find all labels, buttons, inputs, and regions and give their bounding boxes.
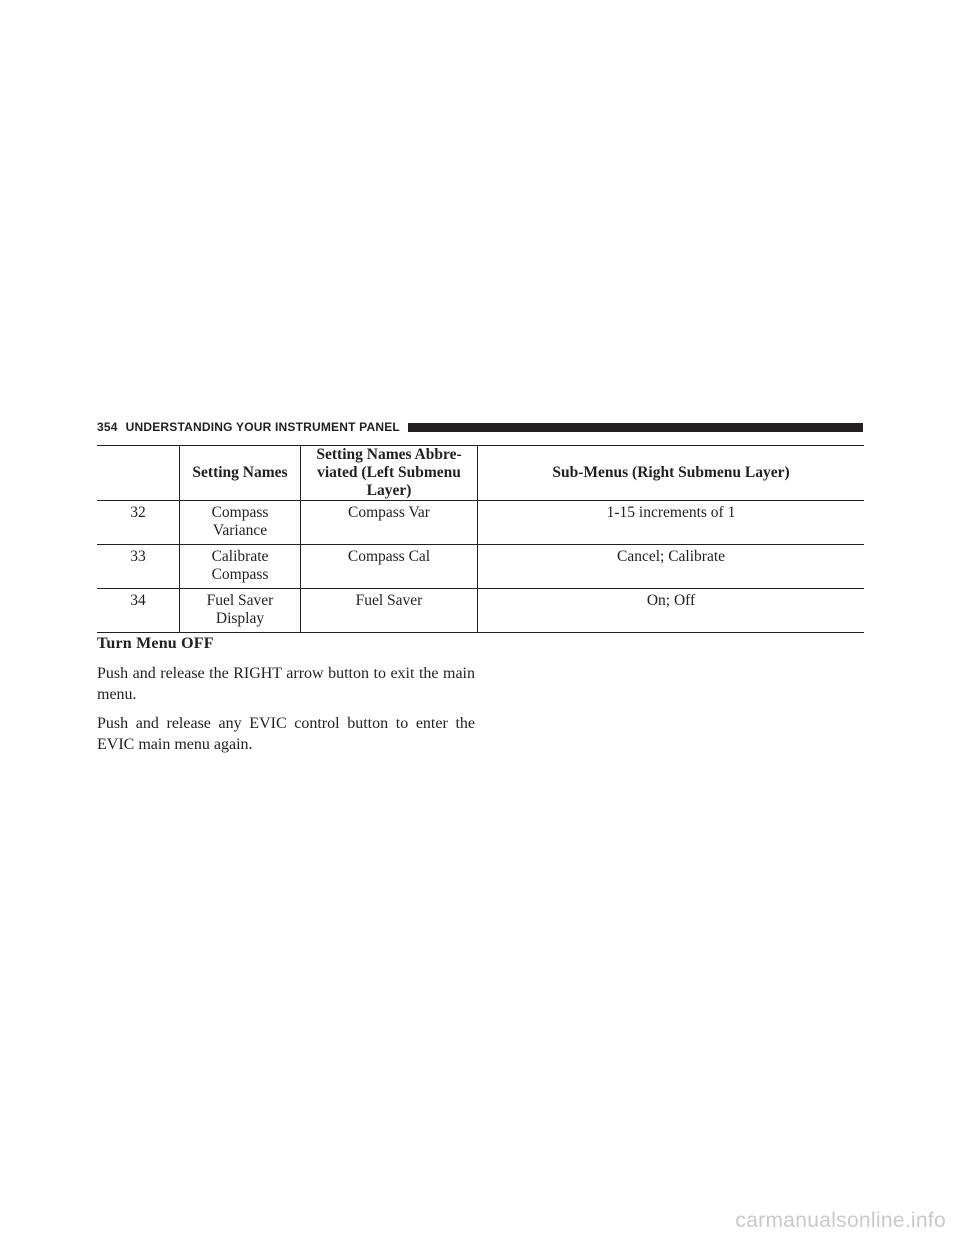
column-header-abbreviated: Setting Names Abbre-viated (Left Submenu Layer) bbox=[301, 446, 478, 501]
table-row bbox=[97, 589, 864, 633]
column-header-setting-names: Setting Names bbox=[180, 446, 301, 501]
setting-name: Compass Variance bbox=[180, 501, 301, 545]
subheading: Turn Menu OFF bbox=[97, 635, 214, 652]
setting-abbreviation: Fuel Saver bbox=[301, 589, 478, 633]
row-number: 33 bbox=[97, 545, 180, 589]
setting-name: Calibrate Compass bbox=[180, 545, 301, 589]
sub-menu-options: Cancel; Calibrate bbox=[478, 545, 865, 589]
table-header bbox=[97, 446, 864, 501]
watermark: carmanualsonline.info bbox=[735, 1209, 946, 1232]
setting-name: Fuel Saver Display bbox=[180, 589, 301, 633]
table-row bbox=[97, 501, 864, 545]
section-title: UNDERSTANDING YOUR INSTRUMENT PANEL bbox=[125, 420, 400, 434]
settings-table bbox=[97, 445, 864, 633]
setting-abbreviation: Compass Var bbox=[301, 501, 478, 545]
column-header-sub-menus: Sub-Menus (Right Submenu Layer) bbox=[478, 446, 865, 501]
table-row bbox=[97, 545, 864, 589]
row-number: 32 bbox=[97, 501, 180, 545]
paragraph: Push and release any EVIC control button to enter the EVIC main menu again. bbox=[97, 715, 475, 753]
body-text bbox=[97, 633, 475, 763]
column-header-number bbox=[97, 446, 180, 501]
sub-menu-options: 1-15 increments of 1 bbox=[478, 501, 865, 545]
row-number: 34 bbox=[97, 589, 180, 633]
header-rule bbox=[408, 423, 863, 432]
paragraph: Push and release the RIGHT arrow button to exit the main menu. bbox=[97, 665, 475, 703]
sub-menu-options: On; Off bbox=[478, 589, 865, 633]
table-header-row bbox=[97, 446, 864, 501]
table-body bbox=[97, 501, 864, 633]
page-header bbox=[97, 418, 863, 436]
page-number: 354 bbox=[97, 420, 118, 434]
setting-abbreviation: Compass Cal bbox=[301, 545, 478, 589]
